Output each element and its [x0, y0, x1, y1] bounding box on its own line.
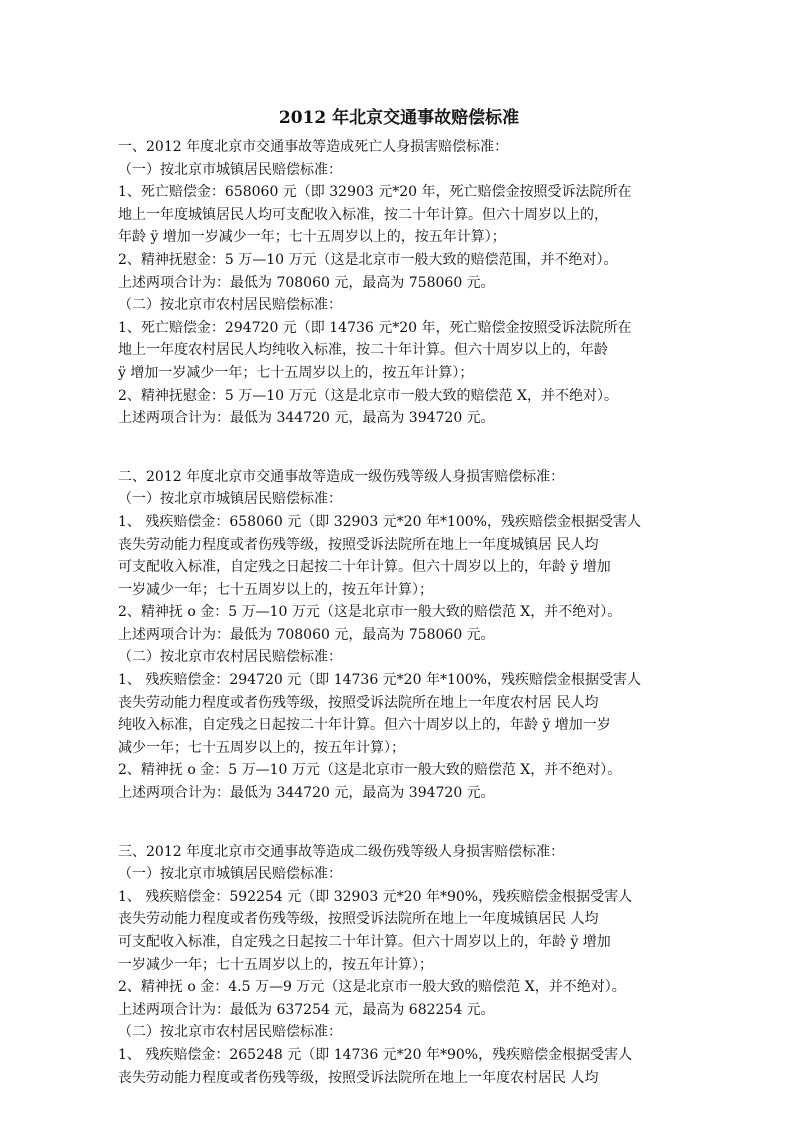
paragraph-line: 2、精神抚慰金：5 万—10 万元（这是北京市一般大致的赔偿范围，并不绝对）。 [118, 251, 618, 268]
paragraph-line: 减少一年；七十五周岁以上的，按五年计算）； [118, 739, 405, 756]
paragraph-line: 1、 残疾赔偿金：265248 元（即 14736 元*20 年*90%，残疾赔偿金根据受害人 [118, 1046, 633, 1063]
paragraph-line: 一岁减少一年；七十五周岁以上的，按五年计算）； [118, 581, 433, 598]
paragraph-line: 纯收入标准，自定残之日起按二十年计算。但六十周岁以上的，年龄 ÿ 增加一岁 [118, 717, 611, 734]
section-heading: 二、2012 年度北京市交通事故等造成一级伤残等级人身损害赔偿标准： [118, 468, 565, 485]
paragraph-line: （一）按北京市城镇居民赔偿标准： [118, 866, 342, 883]
paragraph-line: 上述两项合计为：最低为 344720 元，最高为 394720 元。 [118, 785, 495, 802]
section-heading: 一、2012 年度北京市交通事故等造成死亡人身损害赔偿标准： [118, 139, 509, 155]
paragraph-line: 可支配收入标准，自定残之日起按二十年计算。但六十周岁以上的，年龄 ÿ 增加 [118, 559, 611, 576]
paragraph-line: 1、 残疾赔偿金：658060 元（即 32903 元*20 年*100%，残疾赔偿金根据受害人 [118, 513, 641, 530]
section-3 [118, 841, 680, 1090]
paragraph-line: 可支配收入标准，自定残之日起按二十年计算。但六十周岁以上的，年龄 ÿ 增加 [118, 934, 611, 950]
paragraph-line: 一岁减少一年；七十五周岁以上的，按五年计算）； [118, 956, 433, 973]
section-1 [118, 136, 680, 430]
paragraph-line: 上述两项合计为：最低为 344720 元，最高为 394720 元。 [118, 410, 495, 427]
paragraph-line: （二）按北京市农村居民赔偿标准： [118, 649, 342, 666]
paragraph-line: 上述两项合计为：最低为 708060 元，最高为 758060 元。 [118, 626, 495, 643]
paragraph-line: 丧失劳动能力程度或者伤残等级，按照受诉法院所在地上一年度农村居 民人均 [118, 694, 599, 711]
paragraph-line: 上述两项合计为：最低为 708060 元，最高为 758060 元。 [118, 274, 495, 291]
paragraph-line: ÿ 增加一岁减少一年；七十五周岁以上的，按五年计算）； [118, 364, 474, 381]
paragraph-line: 2、精神抚 o 金：5 万—10 万元（这是北京市一般大致的赔偿范 X，并不绝对）。 [118, 762, 622, 779]
paragraph-line: 2、精神抚 o 金：5 万—10 万元（这是北京市一般大致的赔偿范 X，并不绝对）。 [118, 604, 622, 621]
paragraph-line: （二）按北京市农村居民赔偿标准： [118, 1024, 342, 1041]
paragraph-line: 丧失劳动能力程度或者伤残等级，按照受诉法院所在地上一年度城镇居 民人均 [118, 536, 599, 553]
paragraph-line: 丧失劳动能力程度或者伤残等级，按照受诉法院所在地上一年度城镇居民 人均 [118, 911, 599, 928]
document-page [118, 104, 680, 1089]
document-body [118, 136, 680, 1089]
paragraph-line: 年龄 ÿ 增加一岁减少一年；七十五周岁以上的，按五年计算）； [118, 229, 506, 246]
paragraph-line: （二）按北京市农村居民赔偿标准： [118, 297, 342, 314]
paragraph-line: 1、死亡赔偿金：294720 元（即 14736 元*20 年，死亡赔偿金按照受诉法院所在 [118, 319, 632, 336]
paragraph-line: 上述两项合计为：最低为 637254 元，最高为 682254 元。 [118, 1001, 495, 1018]
paragraph-line: 丧失劳动能力程度或者伤残等级，按照受诉法院所在地上一年度农村居民 人均 [118, 1069, 599, 1086]
paragraph-line: （一）按北京市城镇居民赔偿标准： [118, 491, 342, 508]
section-heading: 三、2012 年度北京市交通事故等造成二级伤残等级人身损害赔偿标准： [118, 843, 565, 860]
paragraph-line: 1、 残疾赔偿金：592254 元（即 32903 元*20 年*90%，残疾赔偿金根据受害人 [118, 888, 633, 905]
section-spacer [118, 805, 680, 841]
paragraph-line: 1、死亡赔偿金：658060 元（即 32903 元*20 年，死亡赔偿金按照受诉法院所在 [118, 184, 632, 201]
paragraph-line: 2、精神抚慰金：5 万—10 万元（这是北京市一般大致的赔偿范 X，并不绝对）。 [118, 387, 618, 404]
paragraph-line: 2、精神抚 o 金：4.5 万—9 万元（这是北京市一般大致的赔偿范 X，并不绝对）。 [118, 979, 626, 996]
paragraph-line: 地上一年度农村居民人均纯收入标准，按二十年计算。但六十周岁以上的，年龄 [118, 342, 608, 359]
paragraph-line: （一）按北京市城镇居民赔偿标准： [118, 161, 342, 178]
paragraph-line: 1、 残疾赔偿金：294720 元（即 14736 元*20 年*100%，残疾赔偿金根据受害人 [118, 672, 641, 689]
document-title: 2012 年北京交通事故赔偿标准 [278, 108, 520, 128]
section-spacer [118, 430, 680, 466]
section-2 [118, 466, 680, 805]
paragraph-line: 地上一年度城镇居民人均可支配收入标准，按二十年计算。但六十周岁以上的， [118, 206, 608, 223]
